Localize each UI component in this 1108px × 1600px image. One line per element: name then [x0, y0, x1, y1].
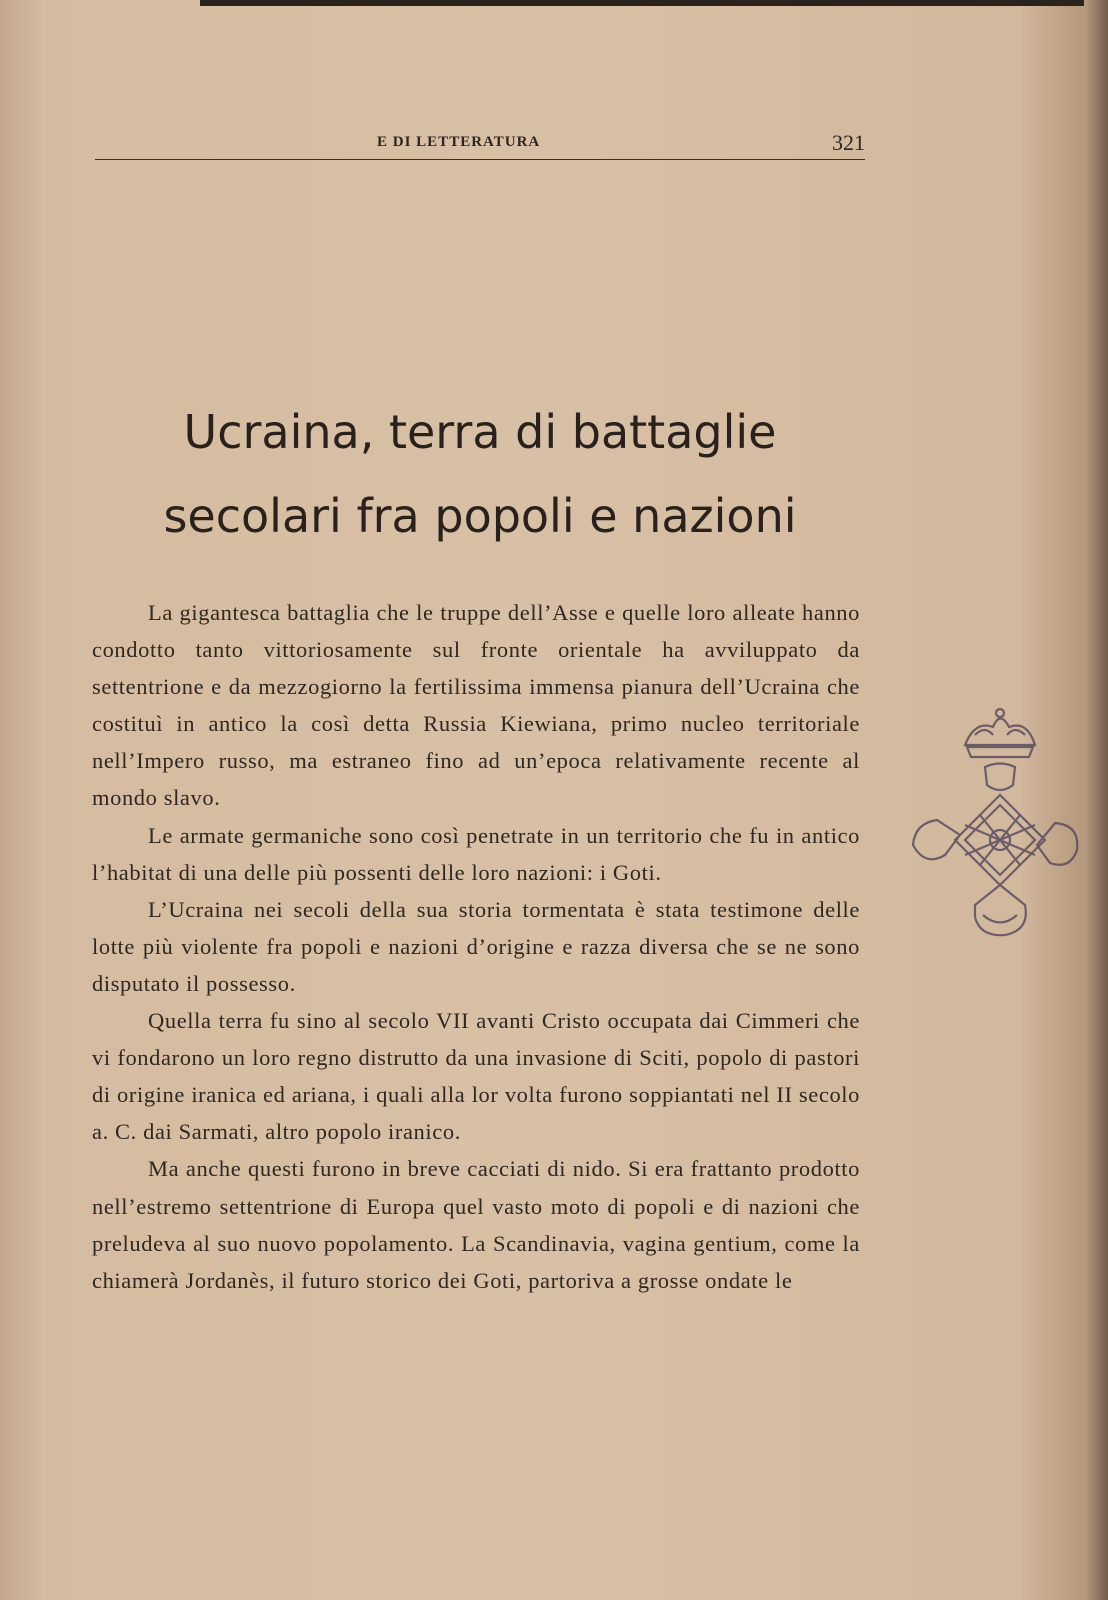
paragraph: La gigantesca battaglia che le truppe dell’Asse e quelle loro alleate hanno condotto tanto vittoriosamente sul fronte orientale ha avviluppato da settentrione e da mezzogiorno la fertilissima immensa pianura dell’Ucraina che costituì in antico la così detta Russia Kiewiana, primo nucleo territoriale nell’Impero russo, ma estraneo fino ad un’epoca relativamente recente al mondo slavo.	[92, 600, 860, 811]
page-number: 321	[832, 130, 865, 155]
paragraph: L’Ucraina nei secoli della sua storia tormentata è stata testimone delle lotte più violente fra popoli e nazioni d’origine e razza diversa che se ne sono disputato il possesso.	[92, 896, 860, 996]
article-body	[92, 594, 860, 1299]
paragraph: Le armate germaniche sono così penetrate in un territorio che fu in antico l’habitat di una delle più possenti delle loro nazioni: i Goti.	[92, 822, 860, 885]
header-rule	[95, 159, 865, 160]
article-title	[120, 390, 840, 558]
scan-top-edge	[200, 0, 1108, 6]
article-title-line-1: Ucraina, terra di battaglie	[183, 405, 777, 459]
crowned-cross-stamp-icon	[905, 705, 1085, 975]
running-title: E DI LETTERATURA	[377, 134, 541, 150]
running-header	[95, 130, 865, 162]
page-spine-edge	[1084, 0, 1108, 1600]
article-title-line-2: secolari fra popoli e nazioni	[163, 489, 797, 543]
paragraph: Ma anche questi furono in breve cacciati di nido. Si era frattanto prodotto nell’estremo settentrione di Europa quel vasto moto di popoli e di nazioni che preludeva al suo nuovo popolamento. La Scandinavia, vagina gentium, come la chiamerà Jordanès, il futuro storico dei Goti, partoriva a grosse ondate le	[92, 1156, 860, 1293]
paragraph: Quella terra fu sino al secolo VII avanti Cristo occupata dai Cimmeri che vi fondarono un loro regno distrutto da una invasione di Sciti, popolo di pastori di origine iranica ed ariana, i quali alla lor volta furono soppiantati nel II secolo a. C. dai Sarmati, altro popolo iranico.	[92, 1008, 860, 1145]
